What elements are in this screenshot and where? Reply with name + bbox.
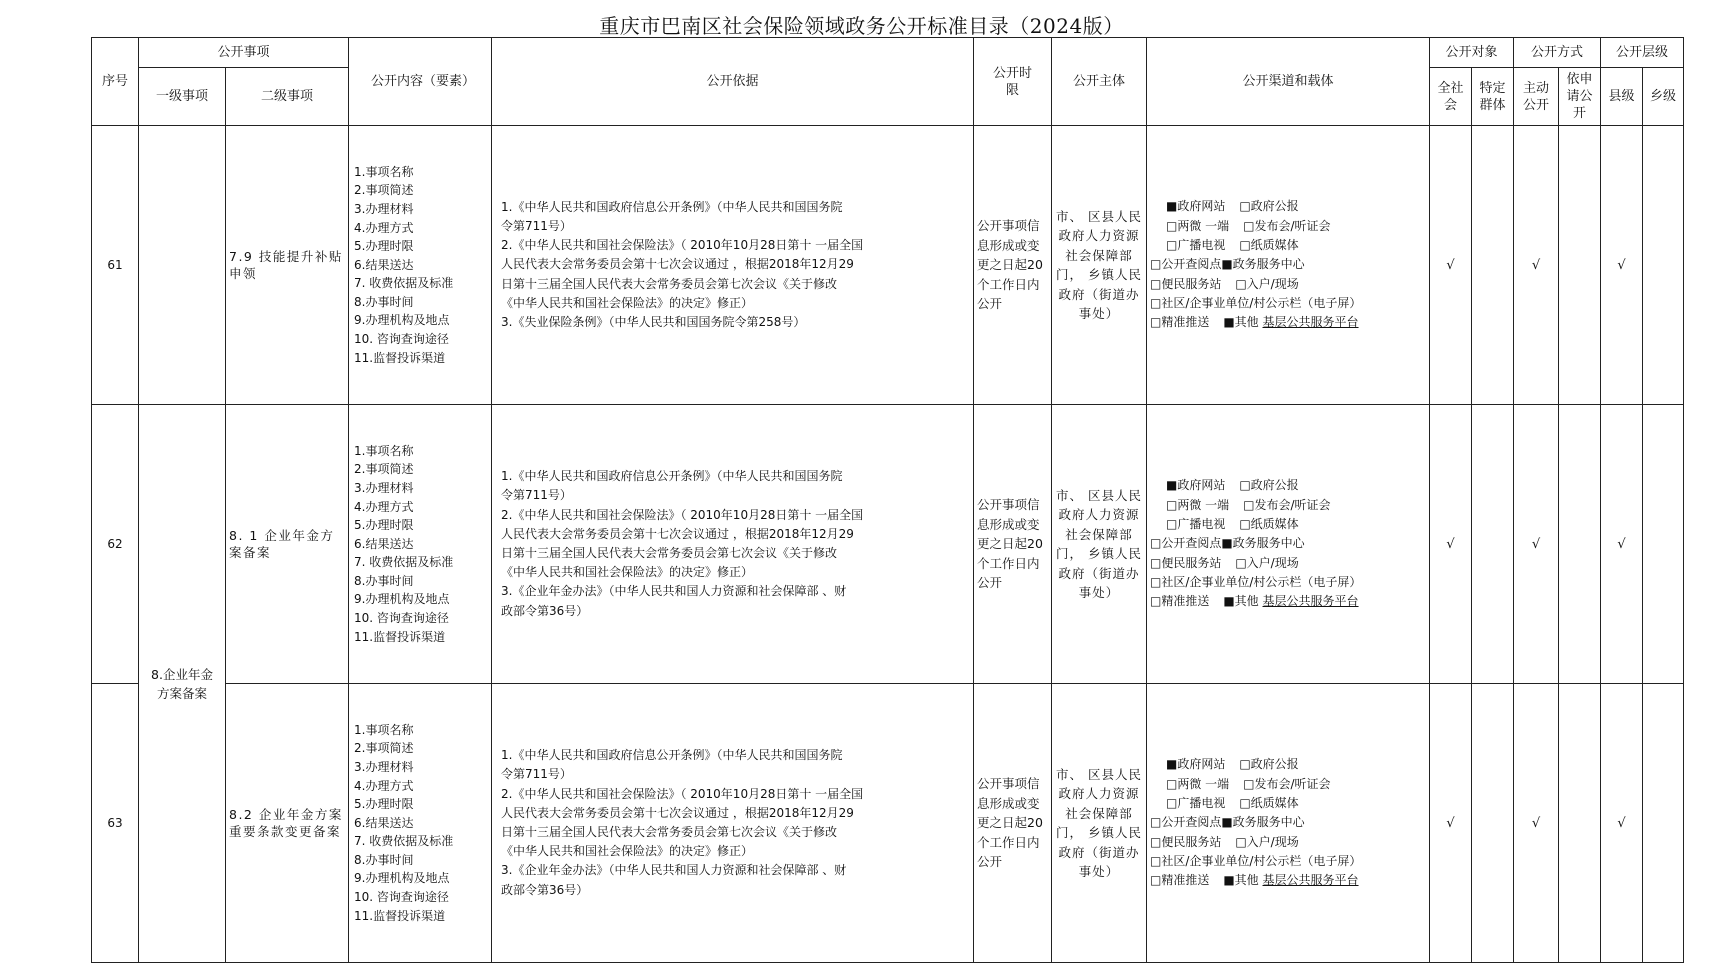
basis-line: 人民代表大会常务委员会第十七次会议通过 ，根据2018年12月29	[501, 805, 854, 820]
row-target-all: √	[1430, 405, 1472, 684]
header-level-town: 乡级	[1643, 68, 1684, 126]
row-channels	[1147, 684, 1430, 963]
content-line: 1.事项名称	[354, 164, 414, 179]
row-level-county: √	[1601, 405, 1643, 684]
channel-press: □发布会/听证会	[1243, 497, 1331, 512]
channel-other-detail: 基层公共服务平台	[1262, 873, 1359, 888]
channel-gazette: □政府公报	[1239, 199, 1299, 214]
table-row	[92, 126, 1684, 405]
content-line: 4.办理方式	[354, 778, 414, 793]
content-line: 11.监督投诉渠道	[354, 629, 446, 644]
channel-paper: □纸质媒体	[1239, 238, 1299, 253]
row-subject: 市、 区县人民政府人力资源社会保障部门， 乡镇人民政府（街道办事处）	[1052, 405, 1147, 684]
channel-broadcast: □广播电视	[1166, 796, 1226, 811]
header-subject: 公开主体	[1052, 38, 1147, 126]
row-content	[349, 684, 492, 963]
row-level2: 8.2 企业年金方案重要条款变更备案	[226, 684, 349, 963]
basis-line: 3.《企业年金办法》（中华人民共和国人力资源和社会保障部 、财	[501, 863, 847, 878]
row-time-limit: 公开事项信息形成或变更之日起20个工作日内公开	[974, 126, 1052, 405]
channel-push: □精准推送	[1150, 594, 1210, 609]
channel-broadcast: □广播电视	[1166, 238, 1226, 253]
channel-wechat: □两微 一端	[1166, 497, 1230, 512]
content-line: 2.事项简述	[354, 741, 414, 756]
channel-gazette: □政府公报	[1239, 478, 1299, 493]
basis-line: 《中华人民共和国社会保险法》的决定》修正）	[501, 565, 754, 580]
basis-line: 2.《中华人民共和国社会保险法》（ 2010年10月28日第十 一届全国	[501, 507, 864, 522]
basis-line: 政部令第36号）	[501, 882, 589, 897]
row-mode-active: √	[1514, 405, 1559, 684]
channel-press: □发布会/听证会	[1243, 776, 1331, 791]
content-line: 2.事项简述	[354, 462, 414, 477]
header-mode-request: 依申请公开	[1559, 68, 1601, 126]
row-basis	[492, 405, 974, 684]
content-line: 8.办事时间	[354, 852, 414, 867]
channel-gov-site: ■政府网站	[1166, 199, 1226, 214]
channel-push: □精准推送	[1150, 315, 1210, 330]
channel-other-detail: 基层公共服务平台	[1262, 594, 1359, 609]
row-level1: 8.企业年金方案备案	[139, 405, 226, 963]
content-line: 1.事项名称	[354, 722, 414, 737]
channel-broadcast: □广播电视	[1166, 517, 1226, 532]
header-level-county: 县级	[1601, 68, 1643, 126]
content-line: 3.办理材料	[354, 201, 414, 216]
channel-reading: □公开查阅点	[1150, 257, 1222, 272]
channel-service-center: ■政务服务中心	[1221, 536, 1305, 551]
row-mode-request	[1559, 405, 1601, 684]
channel-convenience: □便民服务站	[1150, 834, 1222, 849]
content-line: 10. 咨询查询途径	[354, 890, 449, 905]
row-target-specific	[1472, 684, 1514, 963]
table-header	[92, 38, 1684, 126]
channel-gov-site: ■政府网站	[1166, 478, 1226, 493]
channel-service-center: ■政务服务中心	[1221, 257, 1305, 272]
row-mode-request	[1559, 126, 1601, 405]
basis-line: 令第711号）	[501, 218, 572, 233]
row-level2: 7.9 技能提升补贴申领	[226, 126, 349, 405]
row-basis	[492, 684, 974, 963]
catalog-table	[91, 37, 1684, 963]
row-subject: 市、 区县人民政府人力资源社会保障部门， 乡镇人民政府（街道办事处）	[1052, 126, 1147, 405]
channel-visit: □入户/现场	[1235, 834, 1299, 849]
row-mode-active: √	[1514, 684, 1559, 963]
row-level-town	[1643, 684, 1684, 963]
row-time-limit: 公开事项信息形成或变更之日起20个工作日内公开	[974, 405, 1052, 684]
header-basis: 公开依据	[492, 38, 974, 126]
row-mode-active: √	[1514, 126, 1559, 405]
header-seq: 序号	[92, 38, 139, 126]
table-body	[92, 126, 1684, 963]
basis-line: 《中华人民共和国社会保险法》的决定》修正）	[501, 295, 754, 310]
header-level1: 一级事项	[139, 68, 226, 126]
row-content	[349, 126, 492, 405]
content-line: 5.办理时限	[354, 797, 414, 812]
content-line: 9.办理机构及地点	[354, 592, 450, 607]
content-line: 7. 收费依据及标准	[354, 555, 454, 570]
row-level-town	[1643, 126, 1684, 405]
basis-line: 人民代表大会常务委员会第十七次会议通过 ，根据2018年12月29	[501, 257, 854, 272]
channel-other-detail: 基层公共服务平台	[1262, 315, 1359, 330]
row-mode-request	[1559, 684, 1601, 963]
row-target-all: √	[1430, 126, 1472, 405]
row-target-all: √	[1430, 684, 1472, 963]
channel-convenience: □便民服务站	[1150, 555, 1222, 570]
content-line: 10. 咨询查询途径	[354, 332, 449, 347]
basis-line: 人民代表大会常务委员会第十七次会议通过 ，根据2018年12月29	[501, 526, 854, 541]
content-line: 5.办理时限	[354, 518, 414, 533]
content-line: 9.办理机构及地点	[354, 313, 450, 328]
content-line: 4.办理方式	[354, 499, 414, 514]
basis-line: 1.《中华人民共和国政府信息公开条例》（中华人民共和国国务院	[501, 469, 843, 484]
table-row	[92, 405, 1684, 684]
channel-visit: □入户/现场	[1235, 555, 1299, 570]
channel-reading: □公开查阅点	[1150, 536, 1222, 551]
header-time-limit: 公开时限	[974, 38, 1052, 126]
content-line: 11.监督投诉渠道	[354, 908, 446, 923]
basis-line: 1.《中华人民共和国政府信息公开条例》（中华人民共和国国务院	[501, 199, 843, 214]
header-target-specific: 特定群体	[1472, 68, 1514, 126]
channel-other: ■其他	[1223, 594, 1259, 609]
channel-other: ■其他	[1223, 315, 1259, 330]
header-level-group: 公开层级	[1601, 38, 1684, 68]
row-subject: 市、 区县人民政府人力资源社会保障部门， 乡镇人民政府（街道办事处）	[1052, 684, 1147, 963]
content-line: 8.办事时间	[354, 573, 414, 588]
basis-line: 3.《企业年金办法》（中华人民共和国人力资源和社会保障部 、财	[501, 584, 847, 599]
header-mode-active: 主动公开	[1514, 68, 1559, 126]
content-line: 4.办理方式	[354, 220, 414, 235]
basis-line: 日第十三届全国人民代表大会常务委员会第七次会议《关于修改	[501, 276, 838, 291]
channel-push: □精准推送	[1150, 873, 1210, 888]
basis-line: 令第711号）	[501, 767, 572, 782]
row-seq: 62	[92, 405, 139, 684]
basis-line: 《中华人民共和国社会保险法》的决定》修正）	[501, 844, 754, 859]
channel-press: □发布会/听证会	[1243, 218, 1331, 233]
content-line: 7. 收费依据及标准	[354, 276, 454, 291]
basis-line: 日第十三届全国人民代表大会常务委员会第七次会议《关于修改	[501, 825, 838, 839]
header-target-all: 全社会	[1430, 68, 1472, 126]
content-line: 1.事项名称	[354, 443, 414, 458]
content-line: 3.办理材料	[354, 759, 414, 774]
channel-paper: □纸质媒体	[1239, 517, 1299, 532]
content-line: 6.结果送达	[354, 536, 414, 551]
channel-visit: □入户/现场	[1235, 276, 1299, 291]
channel-bulletin: □社区/企事业单位/村公示栏（电子屏）	[1150, 295, 1362, 310]
channel-bulletin: □社区/企事业单位/村公示栏（电子屏）	[1150, 853, 1362, 868]
row-content	[349, 405, 492, 684]
row-basis	[492, 126, 974, 405]
channel-other: ■其他	[1223, 873, 1259, 888]
row-time-limit: 公开事项信息形成或变更之日起20个工作日内公开	[974, 684, 1052, 963]
row-channels	[1147, 126, 1430, 405]
row-level-town	[1643, 405, 1684, 684]
row-channels	[1147, 405, 1430, 684]
content-line: 6.结果送达	[354, 257, 414, 272]
row-target-specific	[1472, 126, 1514, 405]
page-title: 重庆市巴南区社会保险领域政务公开标准目录（2024版）	[599, 14, 1124, 38]
row-level1	[139, 126, 226, 405]
header-target-group: 公开对象	[1430, 38, 1514, 68]
channel-service-center: ■政务服务中心	[1221, 815, 1305, 830]
basis-line: 令第711号）	[501, 488, 572, 503]
header-content: 公开内容（要素）	[349, 38, 492, 126]
row-level-county: √	[1601, 684, 1643, 963]
header-level2: 二级事项	[226, 68, 349, 126]
basis-line: 2.《中华人民共和国社会保险法》（ 2010年10月28日第十 一届全国	[501, 238, 864, 253]
content-line: 5.办理时限	[354, 239, 414, 254]
basis-line: 2.《中华人民共和国社会保险法》（ 2010年10月28日第十 一届全国	[501, 786, 864, 801]
header-item-group: 公开事项	[139, 38, 349, 68]
content-line: 6.结果送达	[354, 815, 414, 830]
row-target-specific	[1472, 405, 1514, 684]
content-line: 11.监督投诉渠道	[354, 350, 446, 365]
header-mode-group: 公开方式	[1514, 38, 1601, 68]
channel-wechat: □两微 一端	[1166, 218, 1230, 233]
content-line: 8.办事时间	[354, 294, 414, 309]
content-line: 3.办理材料	[354, 480, 414, 495]
row-seq: 63	[92, 684, 139, 963]
basis-line: 政部令第36号）	[501, 603, 589, 618]
channel-gov-site: ■政府网站	[1166, 757, 1226, 772]
channel-gazette: □政府公报	[1239, 757, 1299, 772]
content-line: 2.事项简述	[354, 183, 414, 198]
channel-paper: □纸质媒体	[1239, 796, 1299, 811]
basis-line: 3.《失业保险条例》（中华人民共和国国务院令第258号）	[501, 315, 806, 329]
table-row	[92, 684, 1684, 963]
channel-convenience: □便民服务站	[1150, 276, 1222, 291]
content-line: 10. 咨询查询途径	[354, 611, 449, 626]
channel-wechat: □两微 一端	[1166, 776, 1230, 791]
row-level-county: √	[1601, 126, 1643, 405]
channel-bulletin: □社区/企事业单位/村公示栏（电子屏）	[1150, 574, 1362, 589]
basis-line: 1.《中华人民共和国政府信息公开条例》（中华人民共和国国务院	[501, 748, 843, 763]
content-line: 7. 收费依据及标准	[354, 834, 454, 849]
row-seq: 61	[92, 126, 139, 405]
content-line: 9.办理机构及地点	[354, 871, 450, 886]
basis-line: 日第十三届全国人民代表大会常务委员会第七次会议《关于修改	[501, 546, 838, 560]
header-channels: 公开渠道和载体	[1147, 38, 1430, 126]
channel-reading: □公开查阅点	[1150, 815, 1222, 830]
row-level2: 8. 1 企业年金方案备案	[226, 405, 349, 684]
